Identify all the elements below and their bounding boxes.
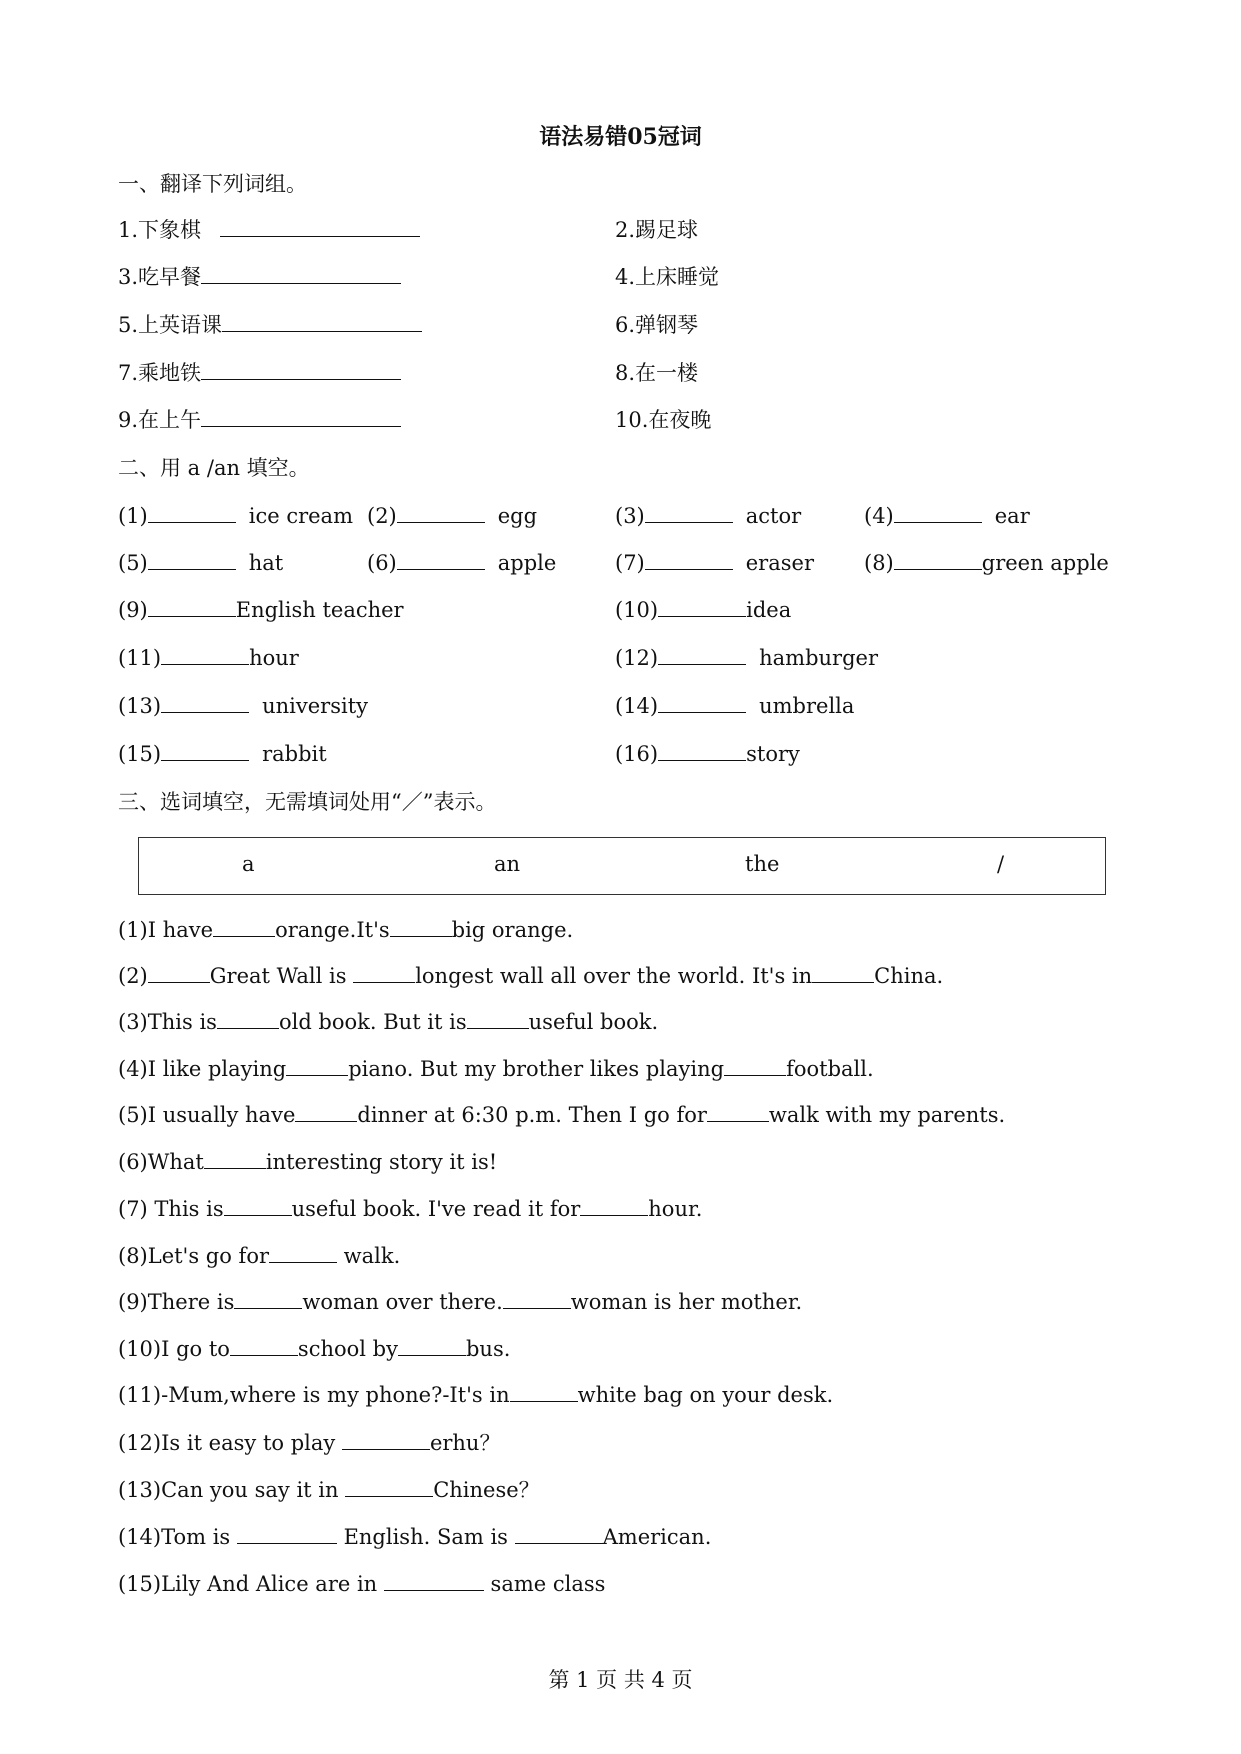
answer-blank[interactable] xyxy=(201,359,401,380)
answer-blank[interactable] xyxy=(580,1195,648,1216)
answer-blank[interactable] xyxy=(201,406,401,427)
translate-item-7: 7.乘地铁 xyxy=(118,359,401,387)
aan-item-16: (16) story xyxy=(615,742,800,766)
answer-blank[interactable] xyxy=(148,549,236,570)
fill-question-1: (1)I have orange.It's big orange. xyxy=(118,918,574,942)
answer-blank[interactable] xyxy=(658,596,746,617)
answer-blank[interactable] xyxy=(510,1381,578,1402)
aan-item-7: (7) eraser xyxy=(615,551,814,575)
aan-item-15: (15) rabbit xyxy=(118,742,327,766)
answer-blank[interactable] xyxy=(397,549,485,570)
translate-item-3: 3.吃早餐 xyxy=(118,263,401,291)
word-bank-item: an xyxy=(494,852,521,876)
answer-blank[interactable] xyxy=(201,263,401,284)
aan-item-3: (3) actor xyxy=(615,504,802,528)
fill-question-13: (13)Can you say it in Chinese？ xyxy=(118,1478,540,1502)
answer-blank[interactable] xyxy=(503,1288,571,1309)
answer-blank[interactable] xyxy=(224,1195,292,1216)
fill-question-8: (8)Let's go for walk. xyxy=(118,1244,401,1268)
answer-blank[interactable] xyxy=(658,644,746,665)
word-bank-box xyxy=(138,837,1106,895)
answer-blank[interactable] xyxy=(645,502,733,523)
answer-blank[interactable] xyxy=(148,502,236,523)
aan-item-9: (9) English teacher xyxy=(118,598,404,622)
page-number-footer: 第 1 页 共 4 页 xyxy=(548,1668,693,1692)
answer-blank[interactable] xyxy=(658,692,746,713)
answer-blank[interactable] xyxy=(398,1335,466,1356)
answer-blank[interactable] xyxy=(384,1570,484,1591)
aan-item-12: (12) hamburger xyxy=(615,646,878,670)
aan-item-14: (14) umbrella xyxy=(615,694,855,718)
fill-question-6: (6)What interesting story it is! xyxy=(118,1150,498,1174)
translate-item-5: 5.上英语课 xyxy=(118,311,422,339)
answer-blank[interactable] xyxy=(353,962,415,983)
answer-blank[interactable] xyxy=(269,1242,337,1263)
word-bank-item: the xyxy=(745,852,780,876)
aan-item-13: (13) university xyxy=(118,694,369,718)
translate-item-10: 10.在夜晚 xyxy=(615,408,712,432)
answer-blank[interactable] xyxy=(217,1008,279,1029)
aan-item-6: (6) apple xyxy=(367,551,557,575)
answer-blank[interactable] xyxy=(234,1288,302,1309)
word-bank-item: / xyxy=(997,852,1005,876)
answer-blank[interactable] xyxy=(295,1101,357,1122)
fill-question-2: (2) Great Wall is longest wall all over the world. It's in China. xyxy=(118,964,944,988)
fill-question-7: (7) This is useful book. I've read it for hour. xyxy=(118,1197,703,1221)
answer-blank[interactable] xyxy=(237,1523,337,1544)
aan-item-2: (2) egg xyxy=(367,504,538,528)
answer-blank[interactable] xyxy=(515,1523,603,1544)
answer-blank[interactable] xyxy=(345,1476,433,1497)
answer-blank[interactable] xyxy=(222,311,422,332)
translate-item-1: 1.下象棋 xyxy=(118,216,420,244)
translate-item-8: 8.在一楼 xyxy=(615,361,699,385)
word-bank-item: a xyxy=(242,852,255,876)
answer-blank[interactable] xyxy=(894,502,982,523)
translate-item-4: 4.上床睡觉 xyxy=(615,265,720,289)
fill-question-10: (10)I go to school by bus. xyxy=(118,1337,511,1361)
answer-blank[interactable] xyxy=(390,916,452,937)
page-title: 语法易错05冠词 xyxy=(539,124,702,150)
answer-blank[interactable] xyxy=(658,740,746,761)
answer-blank[interactable] xyxy=(286,1055,348,1076)
answer-blank[interactable] xyxy=(161,740,249,761)
aan-item-4: (4) ear xyxy=(864,504,1030,528)
answer-blank[interactable] xyxy=(204,1148,266,1169)
answer-blank[interactable] xyxy=(161,692,249,713)
answer-blank[interactable] xyxy=(894,549,982,570)
answer-blank[interactable] xyxy=(220,216,420,237)
fill-question-5: (5)I usually have dinner at 6:30 p.m. Then I go for walk with my parents. xyxy=(118,1103,1006,1127)
section2-heading: 二、用 a /an 填空。 xyxy=(118,456,310,480)
answer-blank[interactable] xyxy=(230,1335,298,1356)
fill-question-11: (11)-Mum,where is my phone?-It's in white bag on your desk. xyxy=(118,1383,834,1407)
answer-blank[interactable] xyxy=(213,916,275,937)
answer-blank[interactable] xyxy=(812,962,874,983)
aan-item-11: (11) hour xyxy=(118,646,299,670)
answer-blank[interactable] xyxy=(645,549,733,570)
answer-blank[interactable] xyxy=(724,1055,786,1076)
answer-blank[interactable] xyxy=(467,1008,529,1029)
fill-question-3: (3)This is old book. But it is useful book. xyxy=(118,1010,659,1034)
translate-item-2: 2.踢足球 xyxy=(615,218,699,242)
fill-question-12: (12)Is it easy to play erhu？ xyxy=(118,1431,501,1455)
fill-question-15: (15)Lily And Alice are in same class xyxy=(118,1572,606,1596)
fill-question-4: (4)I like playing piano. But my brother likes playing football. xyxy=(118,1057,874,1081)
answer-blank[interactable] xyxy=(342,1429,430,1450)
aan-item-10: (10) idea xyxy=(615,598,792,622)
answer-blank[interactable] xyxy=(148,596,236,617)
fill-question-14: (14)Tom is English. Sam is American. xyxy=(118,1525,712,1549)
answer-blank[interactable] xyxy=(397,502,485,523)
aan-item-1: (1) ice cream xyxy=(118,504,353,528)
fill-question-9: (9)There is woman over there. woman is her mother. xyxy=(118,1290,803,1314)
translate-item-9: 9.在上午 xyxy=(118,406,401,434)
aan-item-8: (8) green apple xyxy=(864,551,1109,575)
answer-blank[interactable] xyxy=(161,644,249,665)
aan-item-5: (5) hat xyxy=(118,551,284,575)
answer-blank[interactable] xyxy=(707,1101,769,1122)
answer-blank[interactable] xyxy=(148,962,210,983)
section3-heading: 三、选词填空，无需填词处用“／”表示。 xyxy=(118,790,497,814)
translate-item-6: 6.弹钢琴 xyxy=(615,313,699,337)
section1-heading: 一、翻译下列词组。 xyxy=(118,172,307,196)
